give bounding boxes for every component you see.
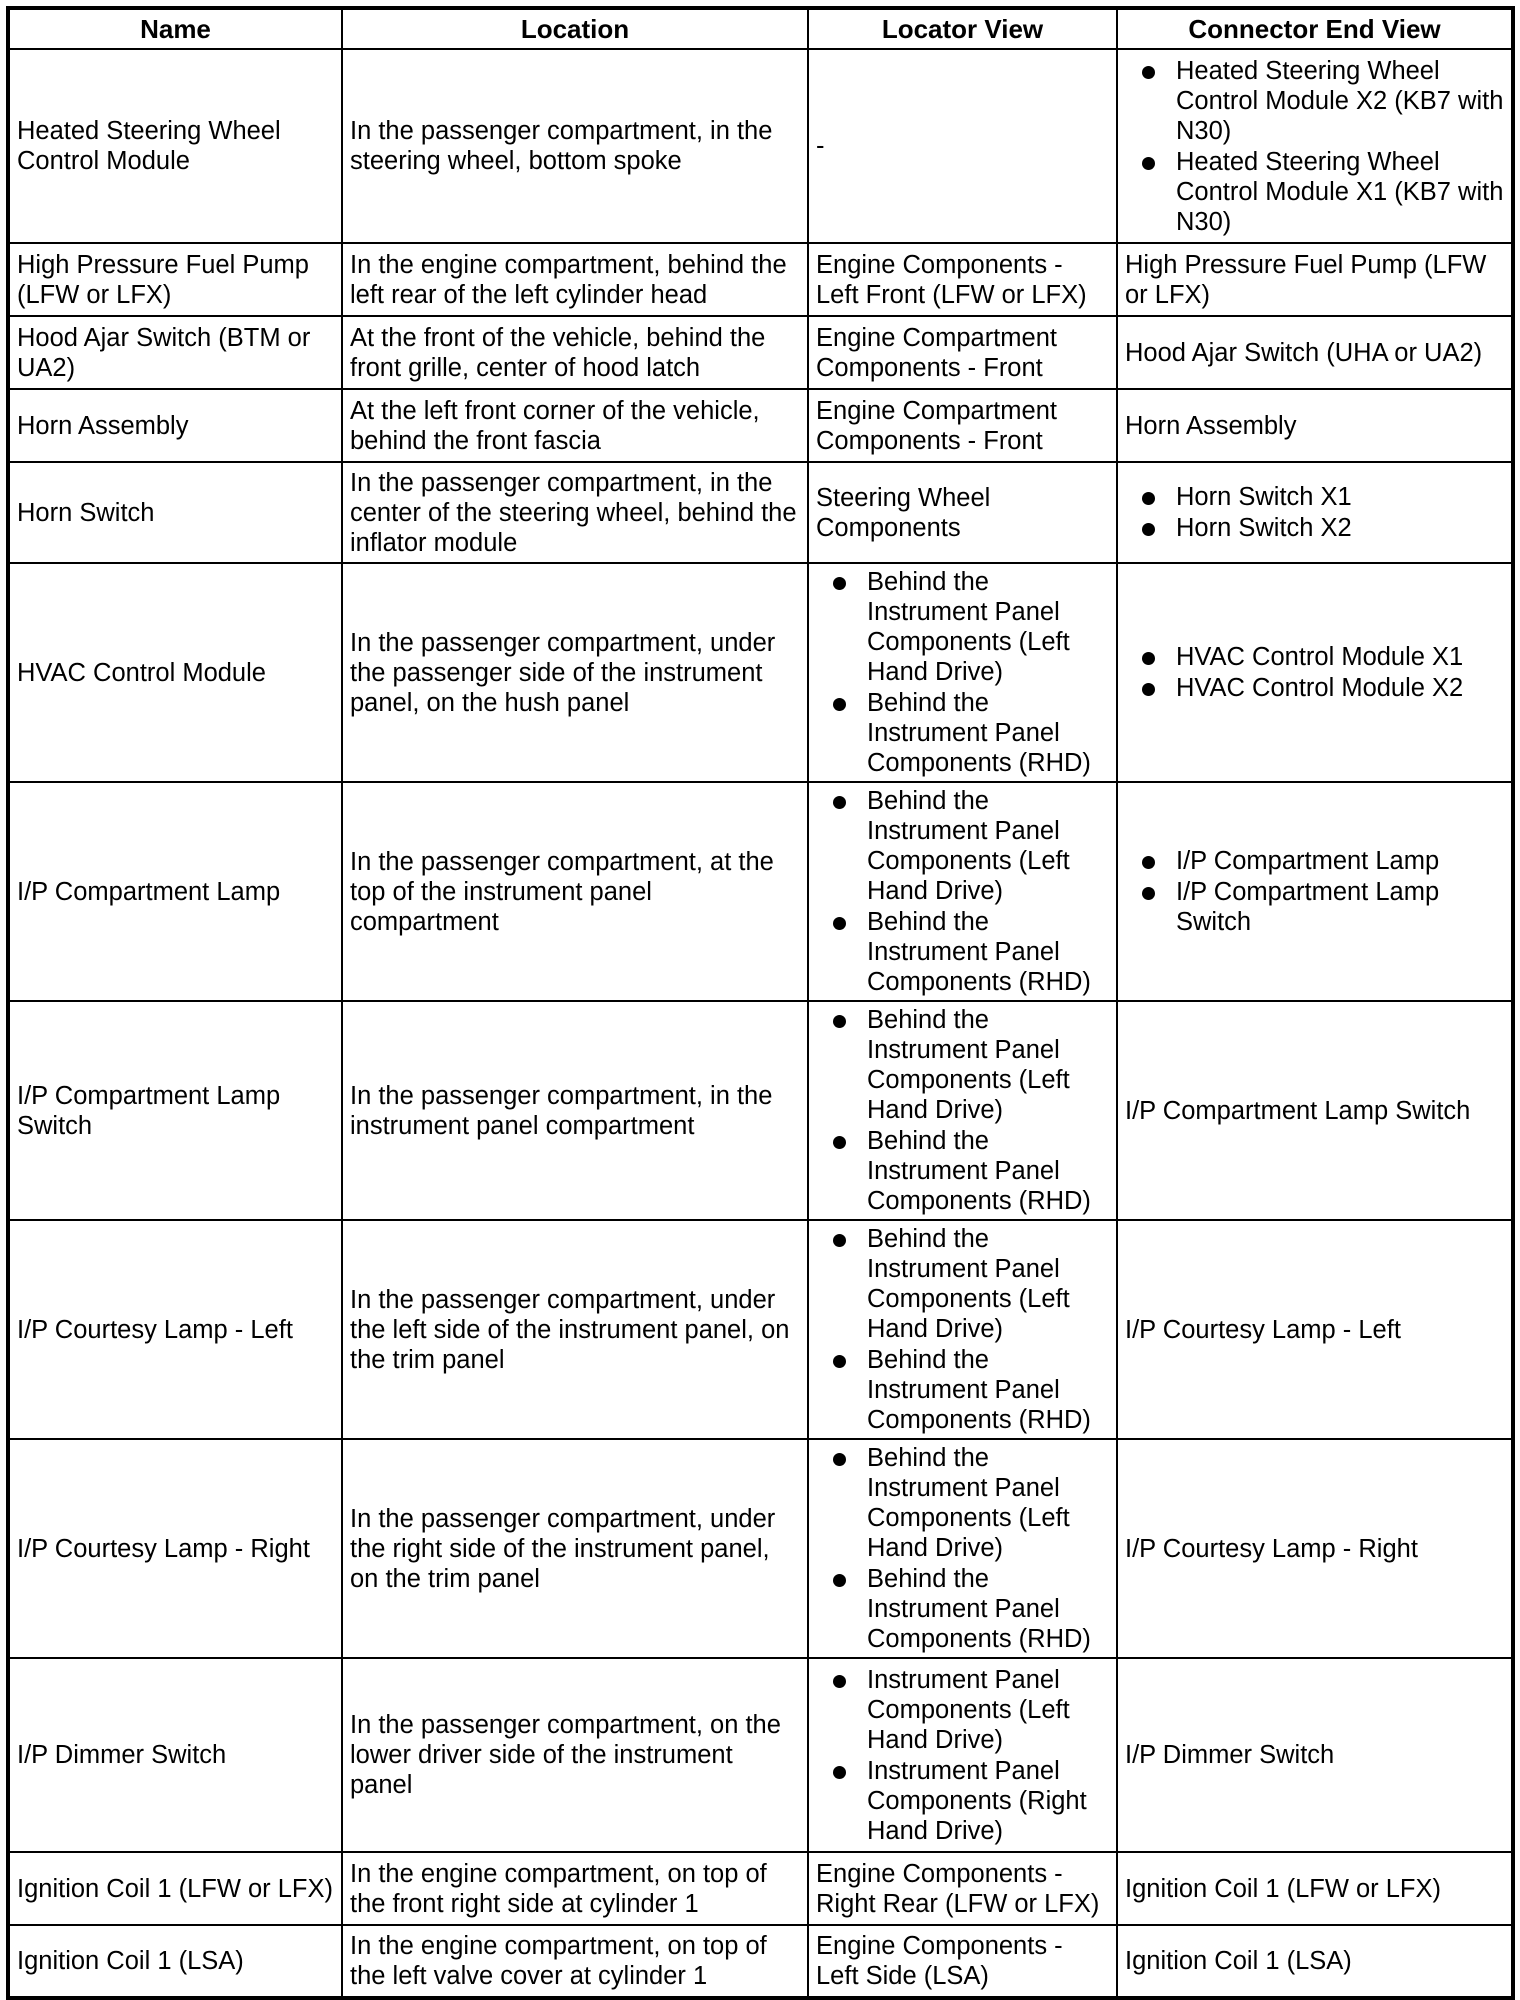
bullet-list — [816, 567, 1109, 778]
table-row — [8, 49, 1513, 243]
bullet-item: HVAC Control Module X1 — [1125, 642, 1504, 672]
cell-locator-view: Steering Wheel Components — [808, 462, 1117, 563]
component-locator-table — [6, 6, 1515, 2000]
table-row — [8, 782, 1513, 1001]
bullet-item: Instrument Panel Components (Left Hand Drive) — [816, 1665, 1109, 1755]
cell-locator-view — [808, 563, 1117, 782]
cell-connector-end-view: Ignition Coil 1 (LSA) — [1117, 1925, 1513, 1998]
bullet-list — [816, 1665, 1109, 1846]
table-row — [8, 1925, 1513, 1998]
bullet-item: Horn Switch X1 — [1125, 482, 1504, 512]
bullet-list — [1125, 56, 1504, 237]
cell-location: In the engine compartment, on top of the left valve cover at cylinder 1 — [342, 1925, 808, 1998]
bullet-item: I/P Compartment Lamp — [1125, 846, 1504, 876]
cell-locator-view: Engine Components - Left Side (LSA) — [808, 1925, 1117, 1998]
bullet-item: Behind the Instrument Panel Components (Left Hand Drive) — [816, 567, 1109, 687]
cell-locator-view — [808, 1001, 1117, 1220]
cell-name: Heated Steering Wheel Control Module — [8, 49, 342, 243]
cell-locator-view: Engine Compartment Components - Front — [808, 389, 1117, 462]
cell-location: In the passenger compartment, in the instrument panel compartment — [342, 1001, 808, 1220]
cell-name: Horn Assembly — [8, 389, 342, 462]
cell-locator-view — [808, 1220, 1117, 1439]
cell-location: In the engine compartment, on top of the front right side at cylinder 1 — [342, 1852, 808, 1925]
cell-name: I/P Compartment Lamp Switch — [8, 1001, 342, 1220]
cell-locator-view: Engine Components - Right Rear (LFW or LFX) — [808, 1852, 1117, 1925]
cell-connector-end-view — [1117, 563, 1513, 782]
bullet-item: Behind the Instrument Panel Components (RHD) — [816, 1564, 1109, 1654]
header-connector-end-view: Connector End View — [1117, 8, 1513, 49]
cell-name: HVAC Control Module — [8, 563, 342, 782]
cell-location: In the passenger compartment, on the lower driver side of the instrument panel — [342, 1658, 808, 1852]
table-body — [8, 49, 1513, 1998]
cell-location: In the passenger compartment, under the passenger side of the instrument panel, on the hush panel — [342, 563, 808, 782]
cell-connector-end-view: I/P Courtesy Lamp - Left — [1117, 1220, 1513, 1439]
bullet-item: Behind the Instrument Panel Components (Left Hand Drive) — [816, 1443, 1109, 1563]
bullet-item: Behind the Instrument Panel Components (Left Hand Drive) — [816, 786, 1109, 906]
bullet-item: Behind the Instrument Panel Components (RHD) — [816, 1345, 1109, 1435]
cell-connector-end-view: Hood Ajar Switch (UHA or UA2) — [1117, 316, 1513, 389]
bullet-item: Behind the Instrument Panel Components (Left Hand Drive) — [816, 1224, 1109, 1344]
cell-connector-end-view: I/P Dimmer Switch — [1117, 1658, 1513, 1852]
header-location: Location — [342, 8, 808, 49]
cell-locator-view: Engine Compartment Components - Front — [808, 316, 1117, 389]
cell-connector-end-view — [1117, 462, 1513, 563]
bullet-item: Heated Steering Wheel Control Module X1 (KB7 with N30) — [1125, 147, 1504, 237]
cell-name: Hood Ajar Switch (BTM or UA2) — [8, 316, 342, 389]
cell-location: In the passenger compartment, in the center of the steering wheel, behind the inflator module — [342, 462, 808, 563]
cell-connector-end-view: Horn Assembly — [1117, 389, 1513, 462]
cell-location: At the front of the vehicle, behind the front grille, center of hood latch — [342, 316, 808, 389]
cell-name: I/P Courtesy Lamp - Right — [8, 1439, 342, 1658]
cell-location: In the engine compartment, behind the left rear of the left cylinder head — [342, 243, 808, 316]
table-header-row — [8, 8, 1513, 49]
cell-location: In the passenger compartment, under the right side of the instrument panel, on the trim panel — [342, 1439, 808, 1658]
table-row — [8, 1852, 1513, 1925]
bullet-item: I/P Compartment Lamp Switch — [1125, 877, 1504, 937]
cell-connector-end-view: I/P Compartment Lamp Switch — [1117, 1001, 1513, 1220]
cell-location: In the passenger compartment, at the top of the instrument panel compartment — [342, 782, 808, 1001]
bullet-list — [816, 1224, 1109, 1435]
cell-name: Ignition Coil 1 (LSA) — [8, 1925, 342, 1998]
cell-name: High Pressure Fuel Pump (LFW or LFX) — [8, 243, 342, 316]
cell-name: Horn Switch — [8, 462, 342, 563]
cell-connector-end-view: High Pressure Fuel Pump (LFW or LFX) — [1117, 243, 1513, 316]
bullet-list — [1125, 642, 1504, 703]
table-row — [8, 563, 1513, 782]
table-row — [8, 389, 1513, 462]
cell-connector-end-view: Ignition Coil 1 (LFW or LFX) — [1117, 1852, 1513, 1925]
bullet-list — [1125, 482, 1504, 543]
bullet-item: Behind the Instrument Panel Components (RHD) — [816, 907, 1109, 997]
table-row — [8, 1658, 1513, 1852]
bullet-item: Behind the Instrument Panel Components (RHD) — [816, 1126, 1109, 1216]
table-row — [8, 1220, 1513, 1439]
table-row — [8, 1001, 1513, 1220]
bullet-list — [816, 1443, 1109, 1654]
cell-locator-view — [808, 1658, 1117, 1852]
bullet-item: Instrument Panel Components (Right Hand Drive) — [816, 1756, 1109, 1846]
table-row — [8, 1439, 1513, 1658]
bullet-item: Behind the Instrument Panel Components (Left Hand Drive) — [816, 1005, 1109, 1125]
table-row — [8, 243, 1513, 316]
cell-locator-view — [808, 782, 1117, 1001]
cell-connector-end-view — [1117, 782, 1513, 1001]
cell-locator-view — [808, 1439, 1117, 1658]
bullet-list — [816, 786, 1109, 997]
cell-locator-view: Engine Components - Left Front (LFW or LFX) — [808, 243, 1117, 316]
cell-connector-end-view: I/P Courtesy Lamp - Right — [1117, 1439, 1513, 1658]
bullet-item: HVAC Control Module X2 — [1125, 673, 1504, 703]
cell-location: At the left front corner of the vehicle, behind the front fascia — [342, 389, 808, 462]
cell-connector-end-view — [1117, 49, 1513, 243]
bullet-list — [1125, 846, 1504, 937]
bullet-list — [816, 1005, 1109, 1216]
header-name: Name — [8, 8, 342, 49]
cell-name: I/P Compartment Lamp — [8, 782, 342, 1001]
cell-name: I/P Dimmer Switch — [8, 1658, 342, 1852]
table-row — [8, 462, 1513, 563]
table-row — [8, 316, 1513, 389]
bullet-item: Heated Steering Wheel Control Module X2 (KB7 with N30) — [1125, 56, 1504, 146]
cell-location: In the passenger compartment, in the steering wheel, bottom spoke — [342, 49, 808, 243]
bullet-item: Behind the Instrument Panel Components (RHD) — [816, 688, 1109, 778]
bullet-item: Horn Switch X2 — [1125, 513, 1504, 543]
cell-name: Ignition Coil 1 (LFW or LFX) — [8, 1852, 342, 1925]
cell-location: In the passenger compartment, under the left side of the instrument panel, on the trim panel — [342, 1220, 808, 1439]
header-locator-view: Locator View — [808, 8, 1117, 49]
document-page — [6, 6, 1511, 1990]
cell-locator-view: - — [808, 49, 1117, 243]
cell-name: I/P Courtesy Lamp - Left — [8, 1220, 342, 1439]
